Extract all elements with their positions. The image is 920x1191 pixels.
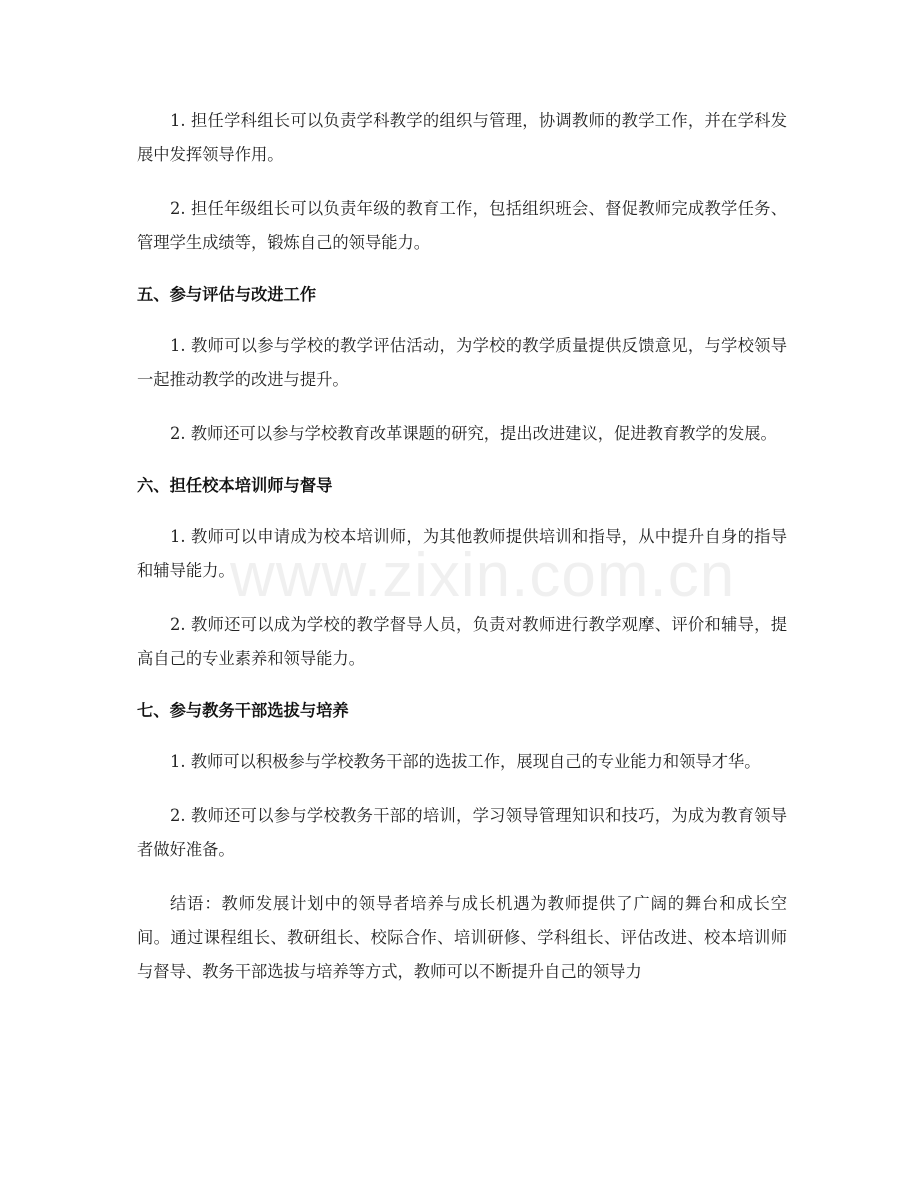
para-conclusion: 结语：教师发展计划中的领导者培养与成长机遇为教师提供了广阔的舞台和成长空间。通过课程组长、教研组长、校际合作、培训研修、学科组长、评估改进、校本培训师与督导、教务干部选拔与培养等方式，教师可以不断提升自己的领导力 — [137, 894, 787, 981]
para-school-trainer: 1. 教师可以申请成为校本培训师，为其他教师提供培训和指导，从中提升自身的指导和辅导能力。 — [137, 527, 787, 580]
para-teaching-supervisor: 2. 教师还可以成为学校的教学督导人员，负责对教师进行教学观摩、评价和辅导，提高自己的专业素养和领导能力。 — [137, 615, 787, 668]
document-body — [137, 104, 787, 1009]
heading-section-6: 六、担任校本培训师与督导 — [137, 476, 333, 495]
heading-section-7: 七、参与教务干部选拔与培养 — [137, 701, 349, 720]
heading-section-5: 五、参与评估与改进工作 — [137, 285, 317, 304]
para-cadre-training: 2. 教师还可以参与学校教务干部的培训，学习领导管理知识和技巧，为成为教育领导者做好准备。 — [137, 806, 787, 859]
para-grade-leader: 2. 担任年级组长可以负责年级的教育工作，包括组织班会、督促教师完成教学任务、管理学生成绩等，锻炼自己的领导能力。 — [137, 199, 787, 252]
para-subject-leader: 1. 担任学科组长可以负责学科教学的组织与管理，协调教师的教学工作，并在学科发展中发挥领导作用。 — [137, 111, 787, 164]
para-reform-research: 2. 教师还可以参与学校教育改革课题的研究，提出改进建议，促进教育教学的发展。 — [170, 424, 777, 443]
para-teaching-evaluation: 1. 教师可以参与学校的教学评估活动，为学校的教学质量提供反馈意见，与学校领导一起推动教学的改进与提升。 — [137, 336, 787, 389]
watermark: www.zixin.com.cn — [230, 541, 736, 610]
para-cadre-selection: 1. 教师可以积极参与学校教务干部的选拔工作，展现自己的专业能力和领导才华。 — [170, 752, 761, 771]
